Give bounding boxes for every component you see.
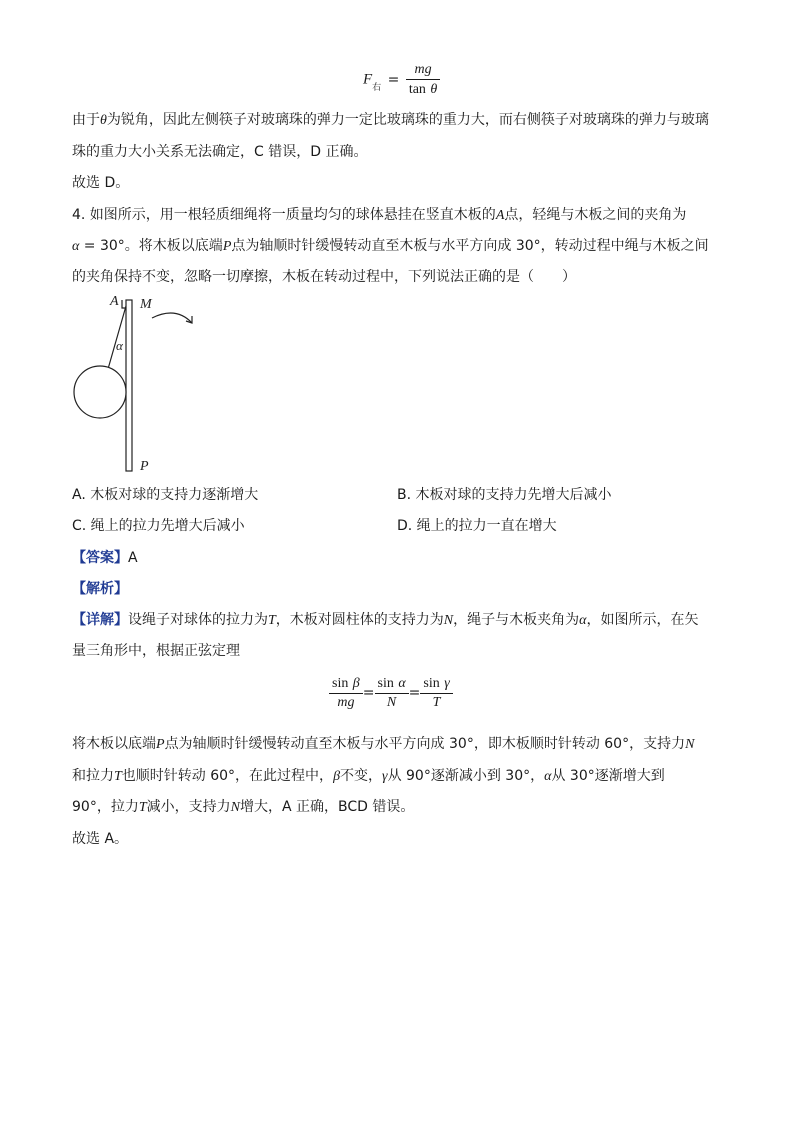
- detail-tag: 【详解】: [72, 612, 128, 628]
- sine-alpha-denominator: N: [386, 695, 397, 710]
- analysis-tag: 【解析】: [72, 581, 128, 597]
- conclusion-beta: β: [333, 769, 341, 784]
- conclusion-n: N: [685, 737, 695, 752]
- para1-line1: [72, 109, 709, 129]
- label-alpha: α: [116, 338, 123, 353]
- question-text-c: = 30°。将木板以底端: [79, 238, 223, 254]
- label-p: P: [140, 459, 149, 474]
- conclusion-text-e: 不变，: [340, 768, 383, 784]
- option-a: A. 木板对球的支持力逐渐增大: [72, 487, 259, 503]
- sine-beta-numerator: [329, 675, 363, 694]
- sine-fraction-beta: [329, 675, 363, 711]
- conclusion-text-g: 从 30°逐渐增大到: [551, 768, 665, 784]
- sine-beta-denominator: mg: [337, 695, 355, 710]
- formula-f-right: [363, 62, 440, 98]
- conclusion-text-a: 将木板以底端: [72, 736, 156, 752]
- formula-fraction: [406, 62, 440, 98]
- conclusion-line3: [72, 796, 414, 816]
- sine-equals-1: =: [362, 685, 375, 701]
- question-line2: [72, 235, 709, 255]
- para1-text-a: 由于: [72, 112, 100, 128]
- detail-t: T: [268, 613, 276, 628]
- answer-line: [72, 547, 138, 567]
- sin-fn-3: sin: [423, 676, 440, 691]
- question-text-a: 4. 如图所示，用一根轻质细绳将一质量均匀的球体悬挂在竖直木板的: [72, 207, 496, 223]
- label-a: A: [110, 294, 119, 309]
- conclusion-text-j: 增大，A 正确，BCD 错误。: [239, 799, 415, 815]
- conclusion-t: T: [114, 769, 122, 784]
- conclusion-p: P: [156, 737, 165, 752]
- analysis-line: [72, 578, 128, 598]
- question-line3: 的夹角保持不变，忽略一切摩擦，木板在转动过程中，下列说法正确的是（ ）: [72, 269, 576, 285]
- conclusion-t2: T: [138, 800, 147, 815]
- conclusion-text-d: 也顺时针转动 60°，在此过程中，: [121, 768, 334, 784]
- conclusion-n2: N: [230, 800, 240, 815]
- conclusion-line4: 故选 A。: [72, 831, 129, 847]
- question-point-p: P: [222, 239, 232, 254]
- conclusion-text-f: 从 90°逐渐减小到 30°，: [387, 768, 545, 784]
- conclusion-text-b: 点为轴顺时针缓慢转动直至木板与水平方向成 30°，即木板顺时针转动 60°，支持力: [164, 736, 686, 752]
- gamma-symbol: γ: [444, 676, 450, 691]
- para1-text-b: 为锐角，因此左侧筷子对玻璃珠的弹力一定比玻璃珠的重力大，而右侧筷子对玻璃珠的弹力与玻璃: [106, 112, 709, 128]
- option-c: C. 绳上的拉力先增大后减小: [72, 518, 245, 534]
- option-d: D. 绳上的拉力一直在增大: [397, 518, 557, 534]
- formula-f-subscript: 右: [372, 83, 382, 93]
- sine-law-formula: [329, 675, 453, 711]
- question-line1: [72, 204, 686, 224]
- question-text-d: 点为轴顺时针缓慢转动直至木板与水平方向成 30°，转动过程中绳与木板之间: [231, 238, 709, 254]
- para1-line2: 珠的重力大小关系无法确定，C 错误，D 正确。: [72, 144, 368, 160]
- sin-fn-1: sin: [332, 676, 349, 691]
- detail-n: N: [443, 613, 454, 628]
- question-alpha: α: [72, 239, 80, 254]
- detail-text-b: ，木板对圆柱体的支持力为: [275, 612, 444, 628]
- label-m: M: [140, 297, 152, 312]
- detail-text-a: 设绳子对球体的拉力为: [128, 612, 268, 628]
- sine-fraction-gamma: [420, 675, 452, 711]
- conclusion-text-h: 90°，拉力: [72, 799, 139, 815]
- sine-gamma-denominator: T: [432, 695, 441, 710]
- formula-equals: =: [387, 72, 400, 88]
- question-text-b: 点，轻绳与木板之间的夹角为: [504, 207, 687, 223]
- answer-value: A: [128, 550, 138, 566]
- board-ball-figure: [68, 290, 218, 480]
- question-point-a: A: [495, 208, 505, 223]
- conclusion-text-i: 减小，支持力: [146, 799, 231, 815]
- answer-tag: 【答案】: [72, 550, 128, 566]
- beta-symbol: β: [352, 676, 360, 691]
- sine-fraction-alpha: [375, 675, 409, 711]
- detail-text-d: ，如图所示，在矢: [586, 612, 699, 628]
- detail-line1: [72, 609, 699, 629]
- detail-text-c: ，绳子与木板夹角为: [453, 612, 580, 628]
- sine-equals-2: =: [408, 685, 421, 701]
- wooden-board: [126, 300, 132, 471]
- sine-gamma-numerator: [420, 675, 452, 694]
- option-b: B. 木板对球的支持力先增大后减小: [397, 487, 612, 503]
- conclusion-text-c: 和拉力: [72, 768, 114, 784]
- sine-alpha-numerator: [375, 675, 409, 694]
- formula-f-symbol: F: [363, 71, 373, 88]
- formula-tan: tan: [408, 82, 426, 97]
- conclusion-gamma: γ: [382, 769, 388, 784]
- conclusion-line2: [72, 765, 665, 785]
- conclusion-alpha: α: [544, 769, 552, 784]
- alpha-symbol: α: [398, 676, 406, 691]
- para1-theta: θ: [100, 113, 107, 128]
- para1-line3: 故选 D。: [72, 175, 130, 191]
- ball: [74, 366, 126, 418]
- formula-denominator: [406, 80, 440, 98]
- conclusion-line1: [72, 733, 694, 753]
- detail-line2: 量三角形中，根据正弦定理: [72, 643, 240, 659]
- sin-fn-2: sin: [377, 676, 394, 691]
- detail-alpha: α: [579, 613, 587, 628]
- formula-theta: θ: [430, 82, 438, 97]
- formula-numerator: mg: [406, 62, 440, 80]
